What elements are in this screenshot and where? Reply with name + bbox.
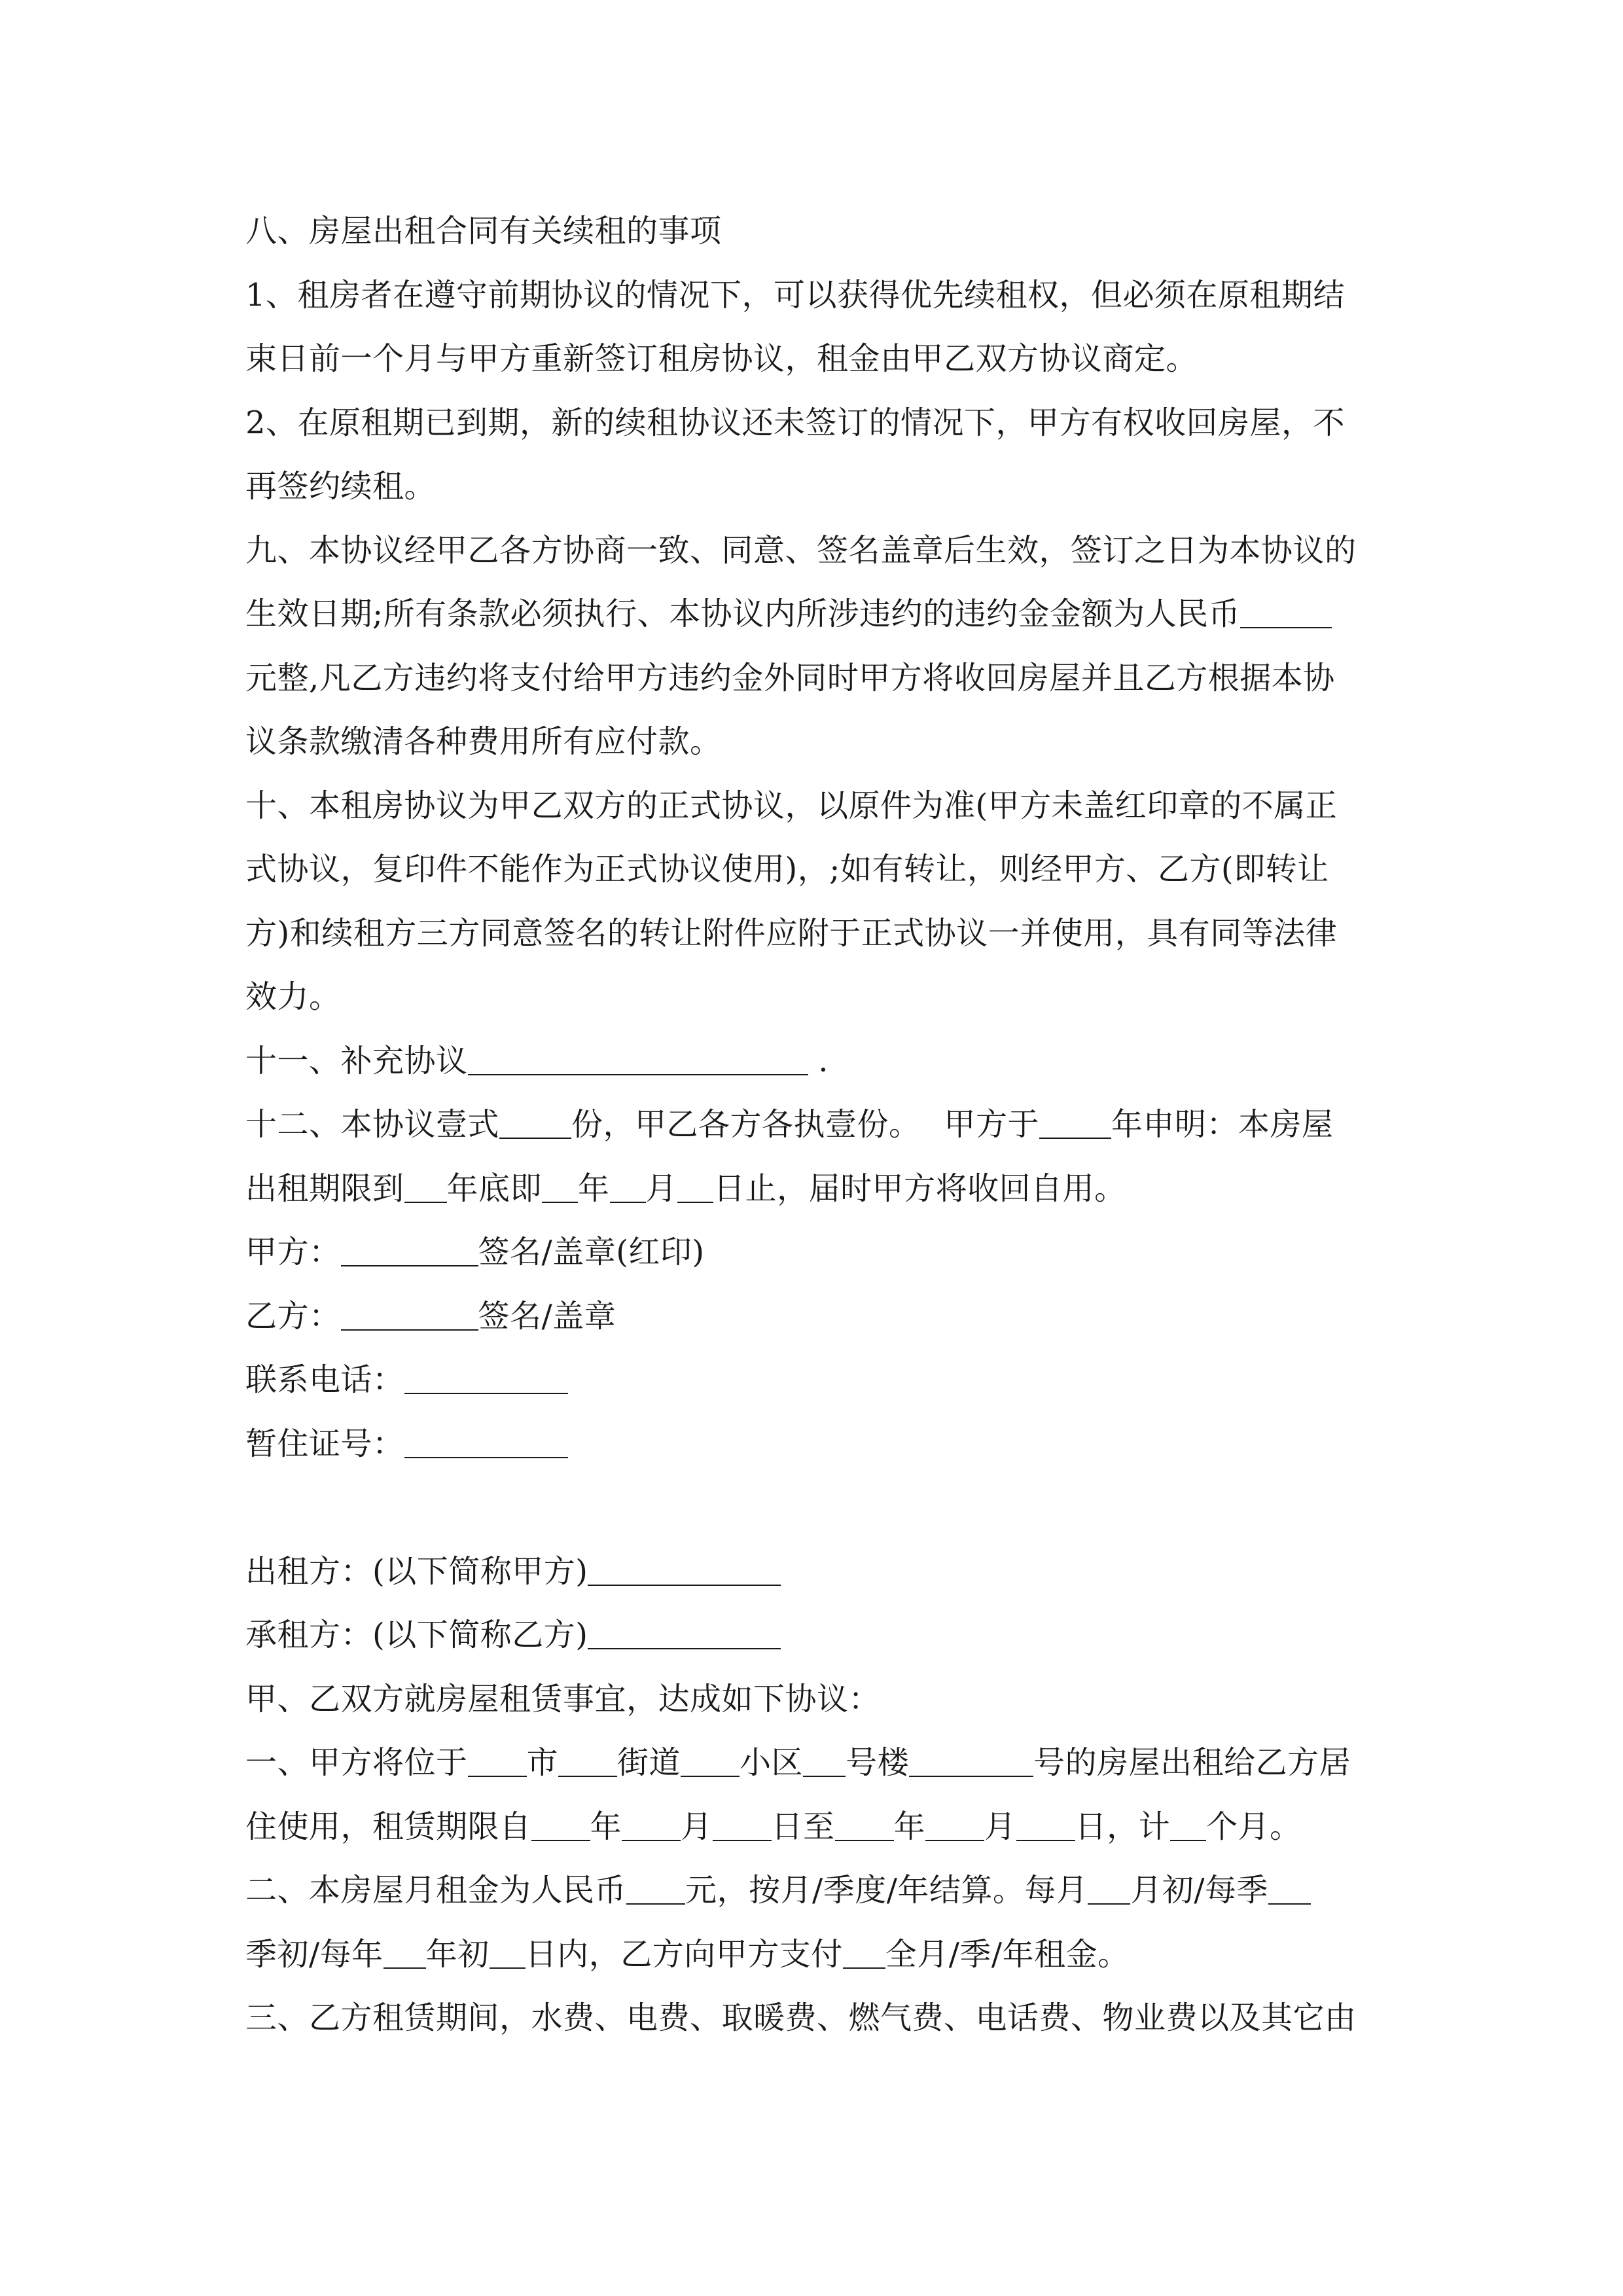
section-10-line-4: 效力。 [245,978,341,1015]
building-blank[interactable] [803,1746,846,1777]
document-page [245,200,1381,2051]
clause-1-line-1: 一、甲方将位于 市 街道 小区 号楼 号的房屋出租给乙方居 [245,1744,1351,1781]
quarter-blank[interactable] [1268,1873,1311,1905]
payment-amount-blank[interactable] [843,1937,885,1969]
clause-2-line-1: 二、本房屋月租金为人民币 元，按月/季度/年结算。每月 月初/每季 [245,1859,1381,1923]
section-9-line-4: 议条款缴清各种费用所有应付款。 [245,723,722,760]
lessee-line: 承租方：(以下简称乙方) [245,1604,1381,1668]
section-8-item-2-line-1: 2、在原租期已到期，新的续租协议还未签订的情况下，甲方有权收回房屋，不 [245,404,1346,441]
section-10-line-1: 十、本租房协议为甲乙双方的正式协议，以原件为准(甲方未盖红印章的不属正 [245,787,1338,824]
end-day-blank[interactable] [677,1172,713,1203]
clause-1-line-2: 住使用，租赁期限自 年 月 日至 年 月 日，计 个月。 [245,1808,1302,1845]
section-12-line-2: 出租期限到 年底即 年 月 日止，届时甲方将收回自用。 [245,1170,1126,1207]
term-year-blank[interactable] [404,1172,447,1203]
section-8-item-1-line-1: 1、租房者在遵守前期协议的情况下，可以获得优先续租权，但必须在原租期结 [245,276,1346,314]
months-blank[interactable] [1170,1810,1206,1841]
month-start-blank[interactable] [1088,1873,1130,1905]
start-year-blank[interactable] [531,1810,590,1841]
end-year-blank[interactable] [542,1172,578,1203]
lessor-name-blank[interactable] [588,1554,781,1586]
party-b-signature-blank[interactable] [341,1299,478,1331]
contact-phone: 联系电话： [245,1348,1381,1412]
section-11-supplement: 十一、补充协议 . [245,1042,829,1079]
clause-3-line-1: 三、乙方租赁期间，水费、电费、取暖费、燃气费、电话费、物业费以及其它由 [245,2000,1357,2036]
signature-party-a: 甲方： 签名/盖章(红印) [245,1234,705,1270]
section-10-line-2: 式协议，复印件不能作为正式协议使用)，;如有转让，则经甲方、乙方(即转让 [245,851,1329,888]
supplement-blank[interactable] [468,1044,808,1075]
permit-number-blank[interactable] [404,1427,568,1458]
section-gap [245,1476,1381,1540]
city-blank[interactable] [468,1746,527,1777]
temporary-residence-permit: 暂住证号： [245,1412,1381,1477]
end-month-blank[interactable] [610,1172,646,1203]
lease-end-year-blank[interactable] [835,1810,894,1841]
section-8-item-1-line-2: 束日前一个月与甲方重新签订租房协议，租金由甲乙双方协议商定。 [245,340,1198,377]
penalty-amount-blank[interactable] [1240,597,1332,628]
section-9-line-1: 九、本协议经甲乙各方协商一致、同意、签名盖章后生效，签订之日为本协议的 [245,531,1357,569]
copies-blank[interactable] [499,1107,571,1139]
street-blank[interactable] [558,1746,617,1777]
phone-blank[interactable] [404,1363,568,1394]
clause-2-line-2: 季初/每年 年初 日内，乙方向甲方支付 全月/季/年租金。 [245,1935,1130,1973]
declare-year-blank[interactable] [1039,1107,1111,1139]
unit-blank[interactable] [909,1746,1033,1777]
monthly-rent-blank[interactable] [626,1873,685,1905]
section-12-line-1: 十二、本协议壹式 份，甲乙各方各执壹份。 甲方于 年申明：本房屋 [245,1106,1334,1143]
section-10-line-3: 方)和续租方三方同意签名的转让附件应附于正式协议一并使用，具有同等法律 [245,914,1338,952]
party-a-signature-blank[interactable] [341,1235,478,1266]
lease-end-month-blank[interactable] [925,1810,984,1841]
lessee-name-blank[interactable] [588,1618,781,1649]
lease-end-day-blank[interactable] [1016,1810,1075,1841]
year-start-blank[interactable] [383,1937,426,1969]
start-day-blank[interactable] [713,1810,772,1841]
agreement-intro: 甲、乙双方就房屋租赁事宜，达成如下协议： [245,1680,881,1717]
section-9-line-2: 生效日期;所有条款必须执行、本协议内所涉违约的违约金金额为人民币 [245,583,1381,647]
section-9-line-3: 元整,凡乙方违约将支付给甲方违约金外同时甲方将收回房屋并且乙方根据本协 [245,659,1335,696]
signature-party-b: 乙方： 签名/盖章 [245,1297,616,1335]
payment-days-blank[interactable] [490,1937,526,1969]
section-8-title: 八、房屋出租合同有关续租的事项 [245,213,722,249]
section-8-item-2-line-2: 再签约续租。 [245,468,437,505]
community-blank[interactable] [681,1746,740,1777]
start-month-blank[interactable] [622,1810,681,1841]
lessor-line: 出租方：(以下简称甲方) [245,1540,1381,1604]
